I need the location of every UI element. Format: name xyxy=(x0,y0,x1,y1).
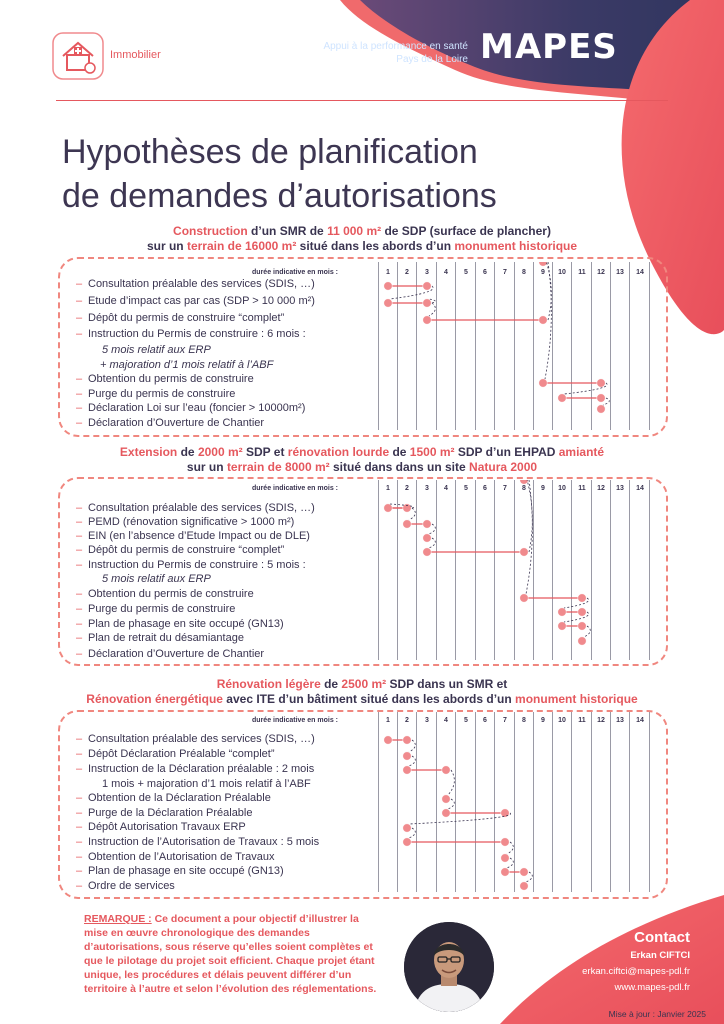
task-item: – Consultation préalable des services (SDIS, …) xyxy=(76,733,315,745)
task-item: – Dépôt du permis de construire “complet” xyxy=(76,544,285,556)
task-item: – Obtention du permis de construire xyxy=(76,373,254,385)
month-tick-label: 3 xyxy=(425,717,429,724)
month-tick-label: 12 xyxy=(597,717,605,724)
category-label: Immobilier xyxy=(110,49,161,61)
contact-block xyxy=(540,929,690,993)
month-tick-label: 8 xyxy=(522,269,526,276)
gantt-end-dot xyxy=(520,868,528,876)
task-item: – Déclaration Loi sur l’eau (foncier > 10000m²) xyxy=(76,402,306,414)
task-item: – Plan de phasage en site occupé (GN13) xyxy=(76,618,284,630)
month-tick-label: 9 xyxy=(541,269,545,276)
month-tick-label: 13 xyxy=(616,485,624,492)
person-portrait-icon xyxy=(404,922,494,1012)
month-tick-label: 7 xyxy=(503,485,507,492)
gantt-end-dot xyxy=(578,594,586,602)
gantt-start-dot xyxy=(403,838,411,846)
month-tick-label: 4 xyxy=(444,485,448,492)
task-note: 5 mois relatif aux ERP xyxy=(102,344,211,356)
task-item: – Instruction du Permis de construire : 6 mois : xyxy=(76,328,306,340)
gantt-start-dot xyxy=(384,282,392,290)
month-tick-label: 12 xyxy=(597,269,605,276)
gantt-end-dot xyxy=(520,882,528,890)
month-tick-label: 3 xyxy=(425,269,429,276)
month-tick-label: 6 xyxy=(483,485,487,492)
task-note: + majoration d’1 mois relatif à l’ABF xyxy=(100,359,274,371)
section-2-title: Extension de 2000 m² SDP et rénovation lourde de 1500 m² SDP d’un EHPAD amianté sur un terrain de 8000 m² situé dans dans un site Natura 2000 xyxy=(119,445,605,474)
task-item: – Déclaration d’Ouverture de Chantier xyxy=(76,417,265,429)
task-item: – Purge du permis de construire xyxy=(76,603,236,615)
gantt-start-dot xyxy=(501,868,509,876)
gantt-end-dot xyxy=(597,394,605,402)
contact-website-link[interactable]: www.mapes-pdl.fr xyxy=(614,982,690,993)
gantt-start-dot xyxy=(384,299,392,307)
gantt-end-dot xyxy=(403,504,411,512)
month-tick-label: 10 xyxy=(558,717,566,724)
title-line-1: Hypothèses de planification xyxy=(62,133,478,171)
gantt-start-dot xyxy=(539,379,547,387)
gantt-end-dot xyxy=(539,316,547,324)
title-line-2: de demandes d’autorisations xyxy=(62,177,497,215)
month-tick-label: 9 xyxy=(541,717,545,724)
remark-note: REMARQUE : Ce document a pour objectif d’illustrer la mise en œuvre chronologique des demandes d’autorisations, sous réserve qu’elles soient complètes et que le pilotage du projet soit efficient. Chaque projet étant unique, les procédures et délais peuvent différer d’un territoire à l’autre et selon l’évolution des réglementations. xyxy=(84,913,377,995)
update-date: Mise à jour : Janvier 2025 xyxy=(608,1009,706,1019)
gantt-end-dot xyxy=(578,637,586,645)
month-tick-label: 10 xyxy=(558,485,566,492)
gantt-end-dot xyxy=(423,282,431,290)
month-tick-label: 14 xyxy=(636,717,644,724)
gantt-end-dot xyxy=(423,534,431,542)
header-divider xyxy=(56,100,668,101)
section-1-title: Construction d’un SMR de 11 000 m² de SDP (surface de plancher) sur un terrain de 16000 m² situé dans les abords d’un monument historique xyxy=(146,224,578,253)
task-item: – Consultation préalable des services (SDIS, …) xyxy=(76,278,315,290)
gantt-end-dot xyxy=(520,548,528,556)
tagline-line-2: Pays de la Loire xyxy=(396,54,468,65)
gantt-start-dot xyxy=(442,809,450,817)
task-item: – Plan de retrait du désamiantage xyxy=(76,632,244,644)
month-tick-label: 6 xyxy=(483,717,487,724)
month-tick-label: 11 xyxy=(578,717,586,724)
task-item: – Instruction du Permis de construire : 5 mois : xyxy=(76,559,306,571)
month-tick-label: 13 xyxy=(616,717,624,724)
gantt-end-dot xyxy=(501,854,509,862)
task-item: – Consultation préalable des services (SDIS, …) xyxy=(76,502,315,514)
month-tick-label: 1 xyxy=(386,269,390,276)
gantt-end-dot xyxy=(423,520,431,528)
month-tick-label: 7 xyxy=(503,269,507,276)
gantt-end-dot xyxy=(423,299,431,307)
gantt-start-dot xyxy=(403,520,411,528)
task-item: – PEMD (rénovation significative > 1000 m²) xyxy=(76,516,295,528)
task-item: – Obtention du permis de construire xyxy=(76,588,254,600)
month-tick-label: 10 xyxy=(558,269,566,276)
task-item: – Dépôt Déclaration Préalable “complet” xyxy=(76,748,275,760)
month-tick-label: 14 xyxy=(636,269,644,276)
duration-label: durée indicative en mois : xyxy=(252,717,338,724)
dependency-arrow xyxy=(526,480,532,552)
dependency-arrow xyxy=(448,770,454,795)
gantt-start-dot xyxy=(558,622,566,630)
task-item: – Dépôt du permis de construire “complet” xyxy=(76,312,285,324)
building-health-icon xyxy=(52,32,104,80)
month-tick-label: 11 xyxy=(578,485,586,492)
contact-email-link[interactable]: erkan.ciftci@mapes-pdl.fr xyxy=(582,966,690,977)
section-3-title: Rénovation légère de 2500 m² SDP dans un SMR et Rénovation énergétique avec ITE d’un bâtiment situé dans les abords d’un monument historique xyxy=(86,677,638,706)
gantt-start-dot xyxy=(423,316,431,324)
task-item: – EIN (en l’absence d’Etude Impact ou de DLE) xyxy=(76,530,310,542)
month-tick-label: 4 xyxy=(444,717,448,724)
task-item: – Etude d’impact cas par cas (SDP > 10 000 m²) xyxy=(76,295,315,307)
month-tick-label: 4 xyxy=(444,269,448,276)
duration-label: durée indicative en mois : xyxy=(252,485,338,492)
dependency-arrow xyxy=(409,813,511,824)
month-tick-label: 5 xyxy=(464,485,468,492)
gantt-end-dot xyxy=(539,262,547,266)
gantt-end-dot xyxy=(578,622,586,630)
task-item: – Plan de phasage en site occupé (GN13) xyxy=(76,865,284,877)
month-tick-label: 5 xyxy=(464,269,468,276)
month-tick-label: 5 xyxy=(464,717,468,724)
duration-label: durée indicative en mois : xyxy=(252,269,338,276)
gantt-end-dot xyxy=(501,809,509,817)
task-item: – Ordre de services xyxy=(76,880,175,892)
gantt-end-dot xyxy=(403,824,411,832)
avatar xyxy=(404,922,494,1012)
month-tick-label: 14 xyxy=(636,485,644,492)
month-tick-label: 11 xyxy=(578,269,586,276)
gantt-end-dot xyxy=(403,736,411,744)
gantt-start-dot xyxy=(558,608,566,616)
gantt-start-dot xyxy=(423,548,431,556)
tagline xyxy=(290,40,468,66)
task-item: – Instruction de l’Autorisation de Travaux : 5 mois xyxy=(76,836,320,848)
gantt-start-dot xyxy=(384,504,392,512)
month-tick-label: 2 xyxy=(405,269,409,276)
dependency-arrow xyxy=(526,480,532,594)
month-tick-label: 2 xyxy=(405,485,409,492)
task-item: – Obtention de la Déclaration Préalable xyxy=(76,792,271,804)
task-item: – Obtention de l’Autorisation de Travaux xyxy=(76,851,275,863)
task-item: – Instruction de la Déclaration préalable : 2 mois xyxy=(76,763,315,775)
task-item: – Déclaration d’Ouverture de Chantier xyxy=(76,648,265,660)
gantt-end-dot xyxy=(597,405,605,413)
month-tick-label: 1 xyxy=(386,485,390,492)
tagline-line-1: Appui à la performance en santé xyxy=(323,41,468,52)
month-tick-label: 3 xyxy=(425,485,429,492)
gantt-end-dot xyxy=(597,379,605,387)
mapes-logo: MAPES xyxy=(480,27,618,67)
gantt-start-dot xyxy=(558,394,566,402)
gantt-end-dot xyxy=(442,795,450,803)
gantt-end-dot xyxy=(403,752,411,760)
month-tick-label: 6 xyxy=(483,269,487,276)
month-tick-label: 8 xyxy=(522,717,526,724)
task-item: – Purge de la Déclaration Préalable xyxy=(76,807,253,819)
task-note: 1 mois + majoration d’1 mois relatif à l’ABF xyxy=(102,778,311,790)
page-title xyxy=(62,130,682,218)
gantt-start-dot xyxy=(384,736,392,744)
month-tick-label: 8 xyxy=(522,485,526,492)
month-tick-label: 7 xyxy=(503,717,507,724)
contact-heading: Contact xyxy=(634,929,690,946)
month-tick-label: 1 xyxy=(386,717,390,724)
task-note: 5 mois relatif aux ERP xyxy=(102,573,211,585)
month-tick-label: 13 xyxy=(616,269,624,276)
gantt-start-dot xyxy=(520,594,528,602)
month-tick-label: 9 xyxy=(541,485,545,492)
gantt-end-dot xyxy=(501,838,509,846)
gantt-start-dot xyxy=(403,766,411,774)
month-tick-label: 2 xyxy=(405,717,409,724)
contact-name: Erkan CIFTCI xyxy=(630,950,690,961)
gantt-end-dot xyxy=(442,766,450,774)
gantt-end-dot xyxy=(578,608,586,616)
task-item: – Dépôt Autorisation Travaux ERP xyxy=(76,821,246,833)
month-tick-label: 12 xyxy=(597,485,605,492)
task-item: – Purge du permis de construire xyxy=(76,388,236,400)
